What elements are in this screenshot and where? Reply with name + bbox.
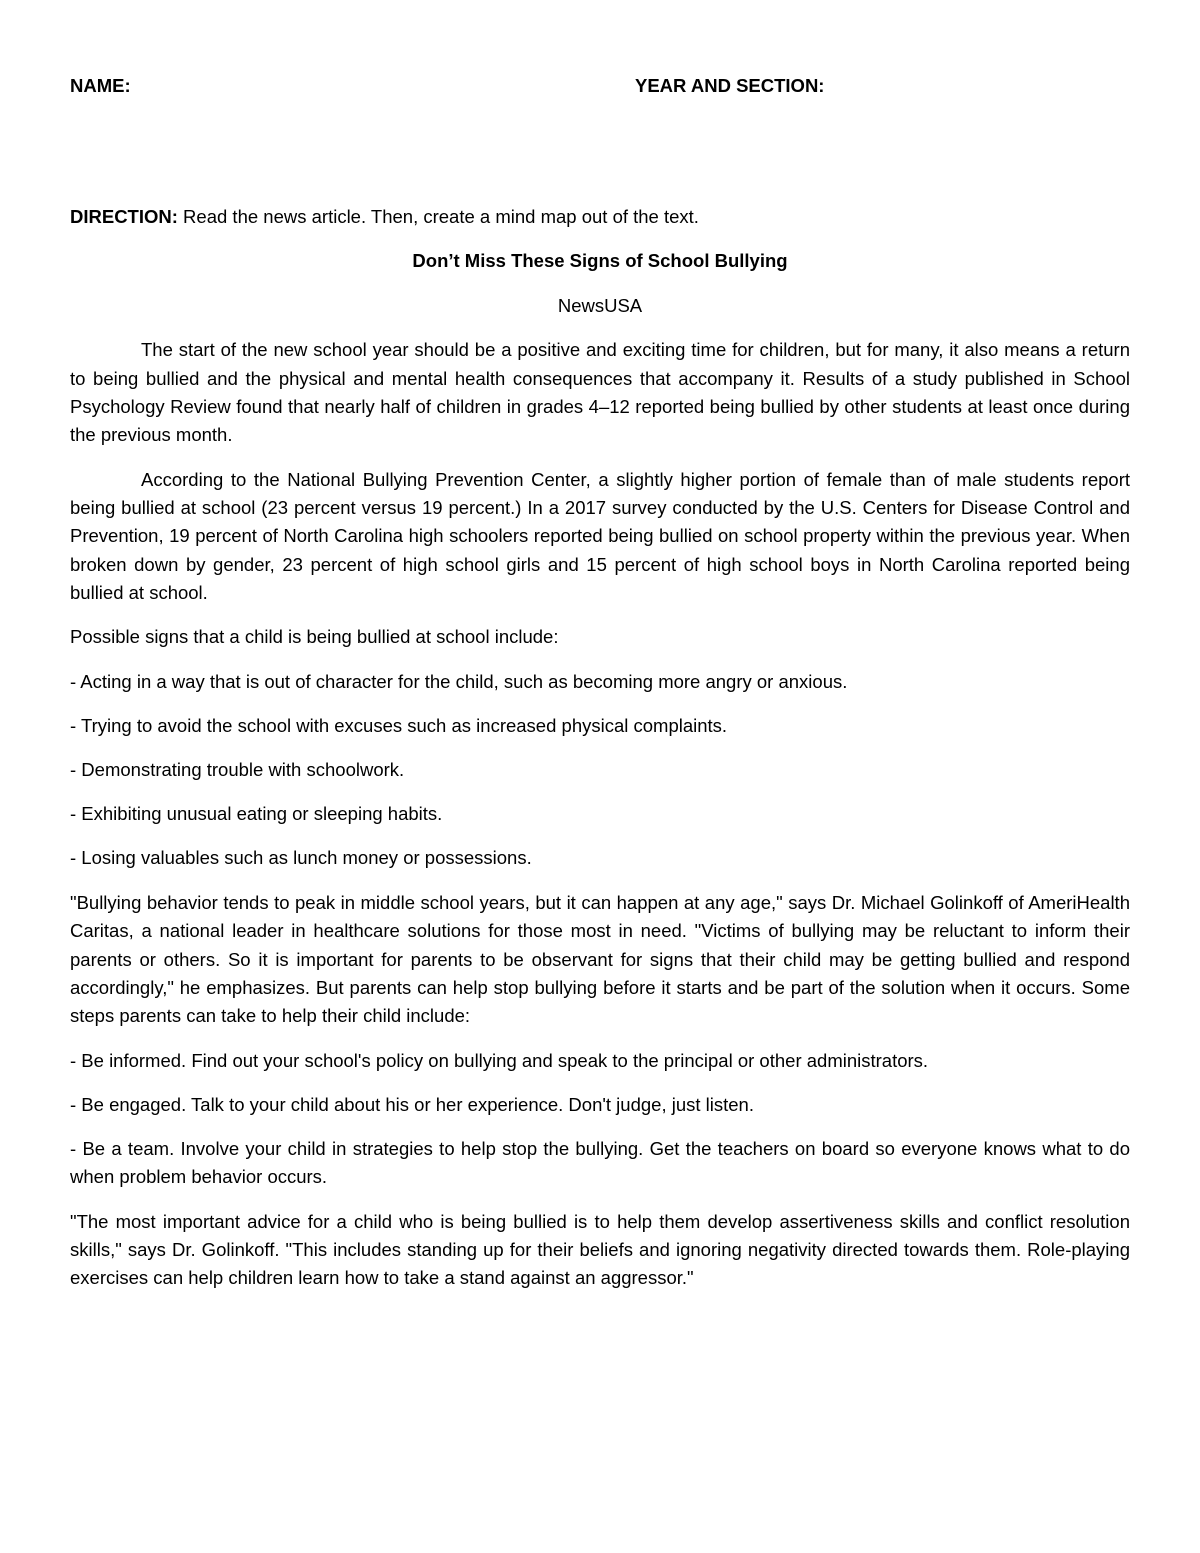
sign-item: - Exhibiting unusual eating or sleeping habits. [70, 803, 443, 825]
step-item: - Be engaged. Talk to your child about his or her experience. Don't judge, just listen. [70, 1093, 754, 1115]
sign-item: - Trying to avoid the school with excuses such as increased physical complaints. [70, 714, 728, 736]
article-paragraph-4: "The most important advice for a child who is being bullied is to help them develop assertiveness skills and conflict resolution skills," says Dr. Golinkoff. "This includes standing up for their beliefs and ignoring negativity directed towards them. Role-playing exercises can help children learn how to take a stand against an aggressor." [70, 1210, 1130, 1289]
sign-item: - Acting in a way that is out of character for the child, such as becoming more angry or anxious. [70, 670, 848, 692]
article-paragraph-1: The start of the new school year should be a positive and exciting time for children, but for many, it also means a return to being bullied and the physical and mental health consequences that accompany it. Results of a study published in School Psychology Review found that nearly half of children in grades 4–12 reported being bullied by other students at least once during the previous month. [70, 339, 1130, 446]
article-paragraph-2: According to the National Bullying Prevention Center, a slightly higher portion of female than of male students report being bullied at school (23 percent versus 19 percent.) In a 2017 survey conducted by the U.S. Centers for Disease Control and Prevention, 19 percent of North Carolina high schoolers reported being bullied on school property within the previous year. When broken down by gender, 23 percent of high school girls and 15 percent of high school boys in North Carolina reported being bullied at school. [70, 468, 1130, 604]
step-item: - Be a team. Involve your child in strategies to help stop the bullying. Get the teachers on board so everyone knows what to do when problem behavior occurs. [70, 1137, 1130, 1188]
article-title: Don’t Miss These Signs of School Bullying [412, 250, 788, 272]
year-and-section-label: YEAR AND SECTION: [635, 75, 825, 96]
article-paragraph-3: "Bullying behavior tends to peak in middle school years, but it can happen at any age," says Dr. Michael Golinkoff of AmeriHealth Caritas, a national leader in healthcare solutions for those most in need. "Victims of bullying may be reluctant to inform their parents or others. So it is important for parents to be observant for signs that their child may be getting bullied and respond accordingly," he emphasizes. But parents can help stop bullying before it starts and be part of the solution when it occurs. Some steps parents can take to help their child include: [70, 891, 1130, 1027]
name-label: NAME: [70, 75, 131, 96]
article-source: NewsUSA [557, 294, 643, 316]
worksheet-content [70, 203, 1130, 1309]
sign-item: - Losing valuables such as lunch money or possessions. [70, 847, 532, 869]
signs-intro: Possible signs that a child is being bullied at school include: [70, 626, 559, 648]
direction-text: Read the news article. Then, create a mind map out of the text. [177, 206, 699, 227]
step-item: - Be informed. Find out your school's policy on bullying and speak to the principal or other administrators. [70, 1049, 929, 1071]
sign-item: - Demonstrating trouble with schoolwork. [70, 759, 405, 781]
direction-label: DIRECTION: [70, 206, 178, 227]
direction-line [70, 203, 1130, 231]
